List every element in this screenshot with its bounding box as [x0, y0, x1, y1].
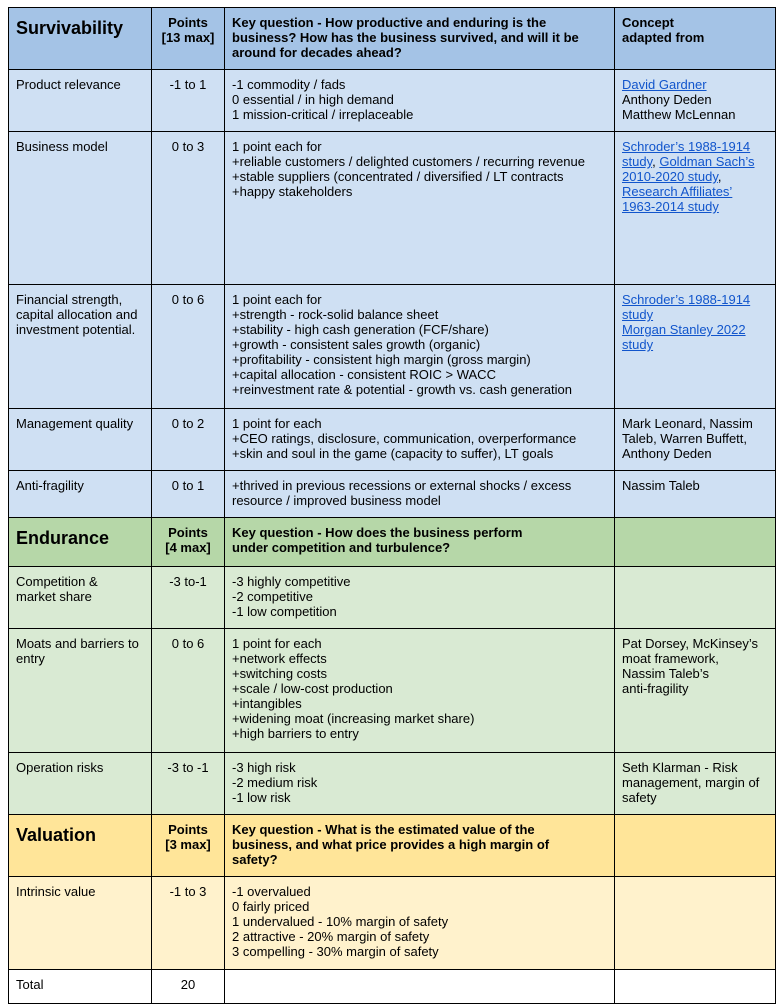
concept-source [615, 285, 776, 409]
points-range: -1 to 1 [152, 70, 225, 132]
criterion-description-line: +stable suppliers (concentrated / diversified / LT contracts [232, 169, 564, 184]
concept-separator: , [652, 154, 660, 169]
concept-source [615, 70, 776, 132]
criterion-description-line: +strength - rock-solid balance sheet [232, 307, 439, 322]
criterion-description-line: +profitability - consistent high margin (gross margin) [232, 352, 531, 367]
criterion-description-line: -1 commodity / fads [232, 77, 346, 92]
concept-source [615, 629, 776, 753]
criterion-description-line: 1 point each for [232, 292, 322, 307]
criteria-row [9, 567, 776, 629]
criterion-description [225, 629, 615, 753]
concept-text: Anthony Deden [622, 92, 712, 107]
total-empty-cell [225, 970, 615, 1004]
criteria-row [9, 877, 776, 970]
criterion-description-line: +intangibles [232, 696, 302, 711]
key-question-line: around for decades ahead? [232, 45, 402, 60]
points-range: 0 to 2 [152, 409, 225, 471]
criterion-description [225, 70, 615, 132]
concept-link[interactable]: study [622, 154, 653, 169]
concept-text: safety [622, 790, 657, 805]
concept-line [622, 681, 768, 696]
criterion-description-line: -2 competitive [232, 589, 313, 604]
key-question-line: business, and what price provides a high margin of [232, 837, 550, 852]
criterion-description-line: 3 compelling - 30% margin of safety [232, 944, 439, 959]
key-question-line: safety? [232, 852, 278, 867]
concept-line [622, 107, 768, 122]
criterion-name [9, 753, 152, 815]
criterion-name [9, 70, 152, 132]
criterion-description-line: 1 point for each [232, 416, 322, 431]
points-range: -3 to-1 [152, 567, 225, 629]
concept-link[interactable]: Schroder’s 1988-1914 [622, 139, 751, 154]
key-question [225, 815, 615, 877]
concept-line [622, 775, 768, 790]
concept-line [622, 651, 768, 666]
concept-header [615, 815, 776, 877]
concept-text: moat framework, [622, 651, 719, 666]
points-range: 0 to 6 [152, 629, 225, 753]
criteria-row [9, 70, 776, 132]
criterion-description [225, 471, 615, 518]
concept-header-line: Concept [622, 15, 674, 30]
key-question-line: business? How has the business survived, and will it be [232, 30, 579, 45]
concept-source [615, 132, 776, 285]
criterion-description [225, 409, 615, 471]
criterion-name [9, 132, 152, 285]
criterion-description-line: +growth - consistent sales growth (organic) [232, 337, 481, 352]
concept-text: Mark Leonard, Nassim [622, 416, 753, 431]
concept-link[interactable]: Schroder’s 1988-1914 [622, 292, 751, 307]
criterion-name-line: Operation risks [16, 760, 104, 775]
concept-header [615, 518, 776, 567]
concept-source [615, 753, 776, 815]
criterion-name-line: Management quality [16, 416, 134, 431]
criterion-description-line: -1 overvalued [232, 884, 311, 899]
criterion-name-line: Product relevance [16, 77, 121, 92]
criterion-description-line: +reliable customers / delighted customers / recurring revenue [232, 154, 585, 169]
points-header-line: Points [168, 15, 208, 30]
criterion-description-line: 1 mission-critical / irreplaceable [232, 107, 414, 122]
survivability-header-row [9, 8, 776, 70]
concept-line [622, 139, 768, 154]
criterion-description [225, 567, 615, 629]
key-question-line: under competition and turbulence? [232, 540, 451, 555]
total-label: Total [9, 970, 152, 1004]
total-points: 20 [152, 970, 225, 1004]
criterion-description-line: 1 point for each [232, 636, 322, 651]
key-question [225, 518, 615, 567]
criterion-description-line: +CEO ratings, disclosure, communication, overperformance [232, 431, 577, 446]
concept-line [622, 322, 768, 337]
criterion-description-line: -1 low competition [232, 604, 337, 619]
concept-link[interactable]: Morgan Stanley 2022 [622, 322, 746, 337]
points-header-line: [13 max] [161, 30, 215, 45]
concept-line [622, 416, 768, 431]
concept-text: Matthew McLennan [622, 107, 736, 122]
concept-line [622, 636, 768, 651]
criterion-description-line: -3 high risk [232, 760, 296, 775]
concept-link[interactable]: 2010-2020 study [622, 169, 718, 184]
concept-link[interactable]: Research Affiliates’ [622, 184, 733, 199]
criterion-description-line: 1 undervalued - 10% margin of safety [232, 914, 449, 929]
concept-link[interactable]: Goldman Sach’s [659, 154, 755, 169]
concept-line [622, 478, 768, 493]
concept-line [622, 337, 768, 352]
section-title: Valuation [9, 815, 152, 877]
concept-line [622, 154, 768, 169]
concept-link[interactable]: study [622, 307, 654, 322]
criterion-name-line: Competition & [16, 574, 98, 589]
criterion-name [9, 471, 152, 518]
concept-link[interactable]: 1963-2014 study [622, 199, 719, 214]
criterion-description-line: +network effects [232, 651, 327, 666]
criterion-description-line: +widening moat (increasing market share) [232, 711, 475, 726]
criterion-description [225, 132, 615, 285]
points-header-line: [3 max] [165, 837, 211, 852]
criterion-description-line: +capital allocation - consistent ROIC > WACC [232, 367, 496, 382]
criterion-description-line: resource / improved business model [232, 493, 441, 508]
criterion-description-line: 2 attractive - 20% margin of safety [232, 929, 430, 944]
criterion-name-line: capital allocation and [16, 307, 138, 322]
concept-line [622, 77, 768, 92]
concept-line [622, 292, 768, 307]
concept-line [622, 790, 768, 805]
criterion-description-line: 1 point each for [232, 139, 322, 154]
criteria-row [9, 471, 776, 518]
key-question-line: Key question - How productive and enduring is the [232, 15, 547, 30]
concept-line [622, 431, 768, 446]
concept-link[interactable]: study [622, 337, 654, 352]
criterion-description [225, 877, 615, 970]
key-question-line: Key question - What is the estimated value of the [232, 822, 535, 837]
criterion-description-line: +switching costs [232, 666, 328, 681]
criterion-description-line: -2 medium risk [232, 775, 318, 790]
points-range: -1 to 3 [152, 877, 225, 970]
key-question-line: Key question - How does the business perform [232, 525, 523, 540]
criterion-description-line: +reinvestment rate & potential - growth vs. cash generation [232, 382, 572, 397]
criteria-row [9, 629, 776, 753]
criteria-row [9, 285, 776, 409]
criterion-name-line: Anti-fragility [16, 478, 84, 493]
criterion-description-line: +thrived in previous recessions or external shocks / excess [232, 478, 572, 493]
criteria-row [9, 753, 776, 815]
concept-separator: , [717, 169, 722, 184]
concept-text: Seth Klarman - Risk [622, 760, 738, 775]
criterion-name-line: Moats and barriers to [16, 636, 139, 651]
criterion-description-line: +stability - high cash generation (FCF/share) [232, 322, 489, 337]
points-header-line: Points [168, 525, 208, 540]
concept-text: management, margin of [622, 775, 760, 790]
concept-text: Nassim Taleb [622, 478, 700, 493]
criterion-description-line: 0 essential / in high demand [232, 92, 394, 107]
criterion-name-line: Financial strength, [16, 292, 123, 307]
points-header [152, 8, 225, 70]
criterion-name [9, 567, 152, 629]
criterion-name-line: Business model [16, 139, 108, 154]
total-empty-cell [615, 970, 776, 1004]
total-row [9, 970, 776, 1004]
points-header [152, 518, 225, 567]
points-range: 0 to 6 [152, 285, 225, 409]
endurance-header-row [9, 518, 776, 567]
concept-line [622, 92, 768, 107]
points-range: 0 to 1 [152, 471, 225, 518]
concept-line [622, 760, 768, 775]
criterion-description-line: -1 low risk [232, 790, 291, 805]
points-header-line: [4 max] [165, 540, 211, 555]
points-range: -3 to -1 [152, 753, 225, 815]
criterion-description-line: +skin and soul in the game (capacity to suffer), LT goals [232, 446, 554, 461]
concept-source [615, 877, 776, 970]
scoring-table [8, 7, 776, 1004]
criterion-description-line: +scale / low-cost production [232, 681, 393, 696]
criterion-name-line: investment potential. [16, 322, 136, 337]
valuation-header-row [9, 815, 776, 877]
criterion-description-line: +happy stakeholders [232, 184, 353, 199]
section-title: Endurance [9, 518, 152, 567]
concept-line [622, 169, 768, 184]
concept-link[interactable]: David Gardner [622, 77, 707, 92]
concept-text: Taleb, Warren Buffett, [622, 431, 748, 446]
concept-line [622, 446, 768, 461]
concept-line [622, 199, 768, 214]
criterion-name [9, 409, 152, 471]
criterion-name [9, 629, 152, 753]
concept-line [622, 184, 768, 199]
criterion-description [225, 285, 615, 409]
criterion-description-line: 0 fairly priced [232, 899, 310, 914]
key-question [225, 8, 615, 70]
criterion-name-line: Intrinsic value [16, 884, 96, 899]
concept-line [622, 307, 768, 322]
concept-text: Anthony Deden [622, 446, 712, 461]
concept-text: Pat Dorsey, McKinsey’s [622, 636, 759, 651]
criteria-row [9, 132, 776, 285]
criterion-name-line: entry [16, 651, 45, 666]
criterion-description [225, 753, 615, 815]
points-range: 0 to 3 [152, 132, 225, 285]
criteria-row [9, 409, 776, 471]
concept-header [615, 8, 776, 70]
concept-source [615, 567, 776, 629]
concept-source [615, 471, 776, 518]
criterion-description-line: -3 highly competitive [232, 574, 351, 589]
concept-text: Nassim Taleb’s [622, 666, 709, 681]
points-header-line: Points [168, 822, 208, 837]
section-title: Survivability [9, 8, 152, 70]
concept-text: anti-fragility [622, 681, 689, 696]
criterion-name [9, 285, 152, 409]
points-header [152, 815, 225, 877]
concept-line [622, 666, 768, 681]
concept-header-line: adapted from [622, 30, 705, 45]
concept-source [615, 409, 776, 471]
criterion-name [9, 877, 152, 970]
criterion-description-line: +high barriers to entry [232, 726, 359, 741]
criterion-name-line: market share [16, 589, 92, 604]
